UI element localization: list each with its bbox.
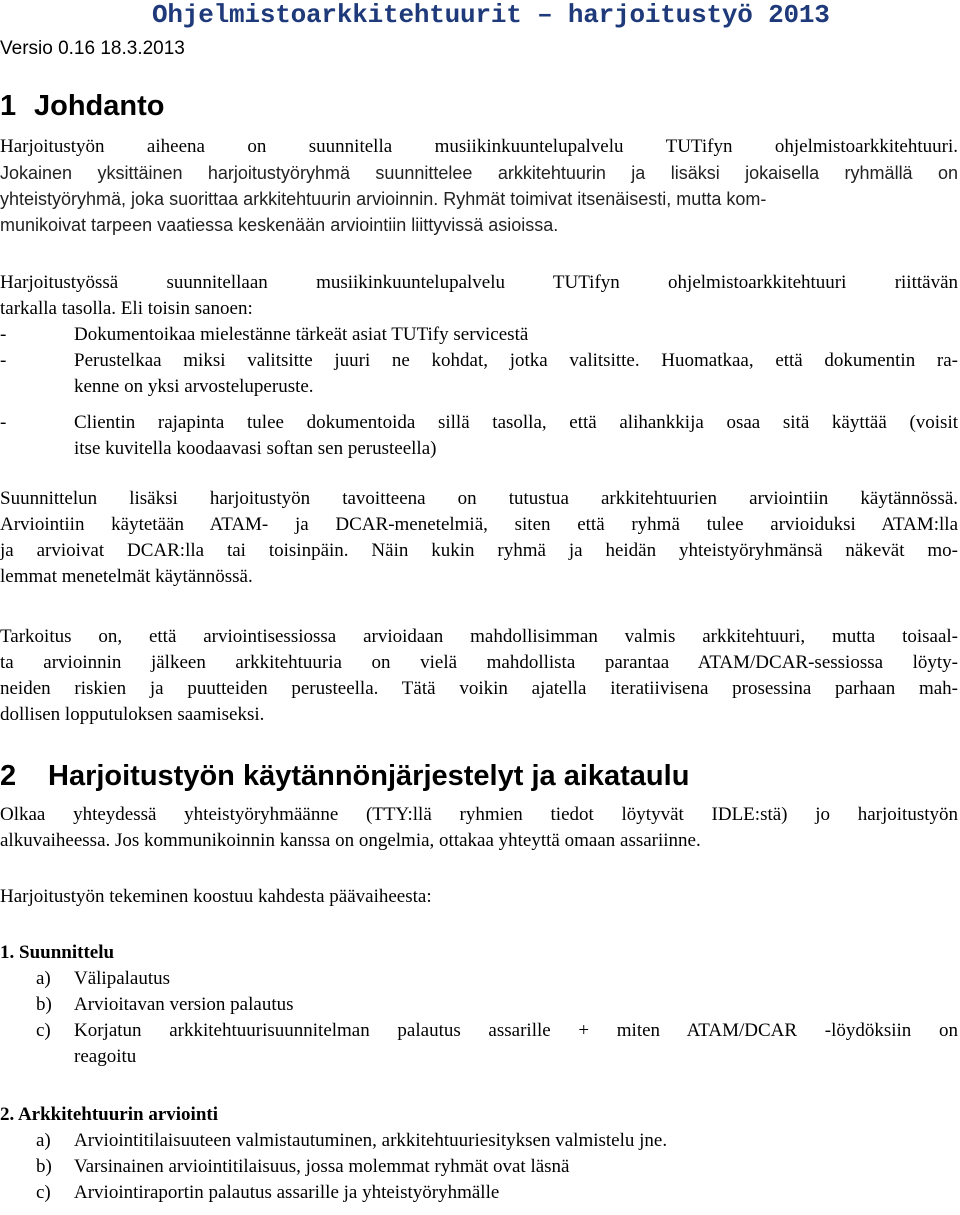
phase-2-item-a-text: Arviointitilaisuuteen valmistautuminen, arkkitehtuuriesityksen valmistelu jne.	[74, 1130, 668, 1151]
phase-1-item-a-text: Välipalautus	[74, 968, 171, 989]
s1-p1-line-4: munikoivat tarpeen vaatiessa keskenään arviointiin liittyvissä asioissa.	[0, 215, 559, 235]
section-1-title: Johdanto	[34, 90, 165, 122]
bullet-1-text: Dokumentoikaa mielestänne tärkeät asiat TUTify servicestä	[74, 324, 529, 345]
section-2-heading	[0, 759, 689, 793]
s1-p4-line-1: Tarkoitus on, että arviointisessiossa arvioidaan mahdollisimman valmis arkkitehtuuri, mutta toisaal-	[0, 626, 958, 647]
s1-p2-line-1: Harjoitustyössä suunnitellaan musiikinkuuntelupalvelu TUTifyn ohjelmistoarkkitehtuuri riittävän	[0, 272, 958, 293]
s1-p1-line-1: Harjoitustyön aiheena on suunnitella musiikinkuuntelupalvelu TUTifyn ohjelmistoarkkitehtuuri.	[0, 136, 958, 157]
list-marker: a)	[36, 1130, 51, 1151]
bullet-3-text-a: Clientin rajapinta tulee dokumentoida sillä tasolla, että alihankkija osaa sitä käyttää (voisit	[74, 412, 958, 433]
s1-p1-line-3b: Ryhmät toimivat itsenäisesti, mutta kom-	[443, 189, 767, 209]
list-marker: c)	[36, 1182, 51, 1203]
bullet-dash: -	[0, 412, 7, 433]
phase-1-item-c-text-b: reagoitu	[74, 1046, 137, 1067]
list-marker: c)	[36, 1020, 51, 1041]
s1-p1-line-3	[0, 186, 958, 212]
list-marker: a)	[36, 968, 51, 989]
s1-p3-line-4: lemmat menetelmät käytännössä.	[0, 566, 253, 587]
list-marker: b)	[36, 1156, 52, 1177]
phase-2-title: 2. Arkkitehtuurin arviointi	[0, 1104, 218, 1125]
section-1-number: 1	[0, 90, 17, 122]
bullet-2-text-a: Perustelkaa miksi valitsitte juuri ne kohdat, jotka valitsitte. Huomatkaa, että dokumentin ra-	[74, 350, 958, 371]
s1-p2-line-2: tarkalla tasolla. Eli toisin sanoen:	[0, 298, 253, 319]
list-marker: b)	[36, 994, 52, 1015]
s1-p4-line-2: ta arvioinnin jälkeen arkkitehtuuria on vielä mahdollista parantaa ATAM/DCAR-sessiossa löyty-	[0, 652, 958, 673]
s1-p3-line-1: Suunnittelun lisäksi harjoitustyön tavoitteena on tutustua arkkitehtuurien arviointiin käytännössä.	[0, 488, 958, 509]
s1-p4-line-3: neiden riskien ja puutteiden perusteella. Tätä voikin ajatella iteratiivisena prosessina parhaan mah-	[0, 678, 958, 699]
s2-p2: Harjoitustyön tekeminen koostuu kahdesta päävaiheesta:	[0, 886, 432, 907]
bullet-2-text-b: kenne on yksi arvosteluperuste.	[74, 376, 314, 397]
s2-p1-line-1: Olkaa yhteydessä yhteistyöryhmäänne (TTY:llä ryhmien tiedot löytyvät IDLE:stä) jo harjoitustyön	[0, 804, 958, 825]
section-2-number: 2	[0, 760, 17, 792]
phase-1-item-b-text: Arvioitavan version palautus	[74, 994, 294, 1015]
s1-p3-line-3: ja arvioivat DCAR:lla tai toisinpäin. Näin kukin ryhmä ja heidän yhteistyöryhmänsä näkevät mo-	[0, 540, 958, 561]
document-header-title: Ohjelmistoarkkitehtuurit – harjoitustyö 2013	[152, 0, 830, 30]
section-1-heading	[0, 89, 165, 123]
s1-p1-line-3a: yhteistyöryhmä, joka suorittaa arkkitehtuurin arvioinnin.	[0, 189, 439, 209]
s1-p3-line-2: Arviointiin käytetään ATAM- ja DCAR-menetelmiä, siten että ryhmä tulee arvioiduksi ATAM:lla	[0, 514, 958, 535]
s1-p4-line-4: dollisen lopputuloksen saamiseksi.	[0, 704, 265, 725]
phase-1-title: 1. Suunnittelu	[0, 942, 115, 963]
bullet-dash: -	[0, 350, 7, 371]
phase-2-item-c-text: Arviointiraportin palautus assarille ja yhteistyöryhmälle	[74, 1182, 500, 1203]
s2-p1-line-2: alkuvaiheessa. Jos kommunikoinnin kanssa on ongelmia, ottakaa yhteyttä omaan assariinne.	[0, 830, 701, 851]
phase-1-item-c-text-a: Korjatun arkkitehtuurisuunnitelman palautus assarille + miten ATAM/DCAR -löydöksiin on	[74, 1020, 958, 1041]
s1-p1-line-2: Jokainen yksittäinen harjoitustyöryhmä suunnittelee arkkitehtuurin ja lisäksi jokaisella ryhmällä on	[0, 163, 958, 183]
bullet-dash: -	[0, 324, 7, 345]
section-2-title: Harjoitustyön käytännönjärjestelyt ja aikataulu	[48, 760, 690, 792]
bullet-3-text-b: itse kuvitella koodaavasi softan sen perusteella)	[74, 438, 437, 459]
phase-2-item-b-text: Varsinainen arviointitilaisuus, jossa molemmat ryhmät ovat läsnä	[74, 1156, 570, 1177]
document-version: Versio 0.16 18.3.2013	[0, 38, 185, 59]
